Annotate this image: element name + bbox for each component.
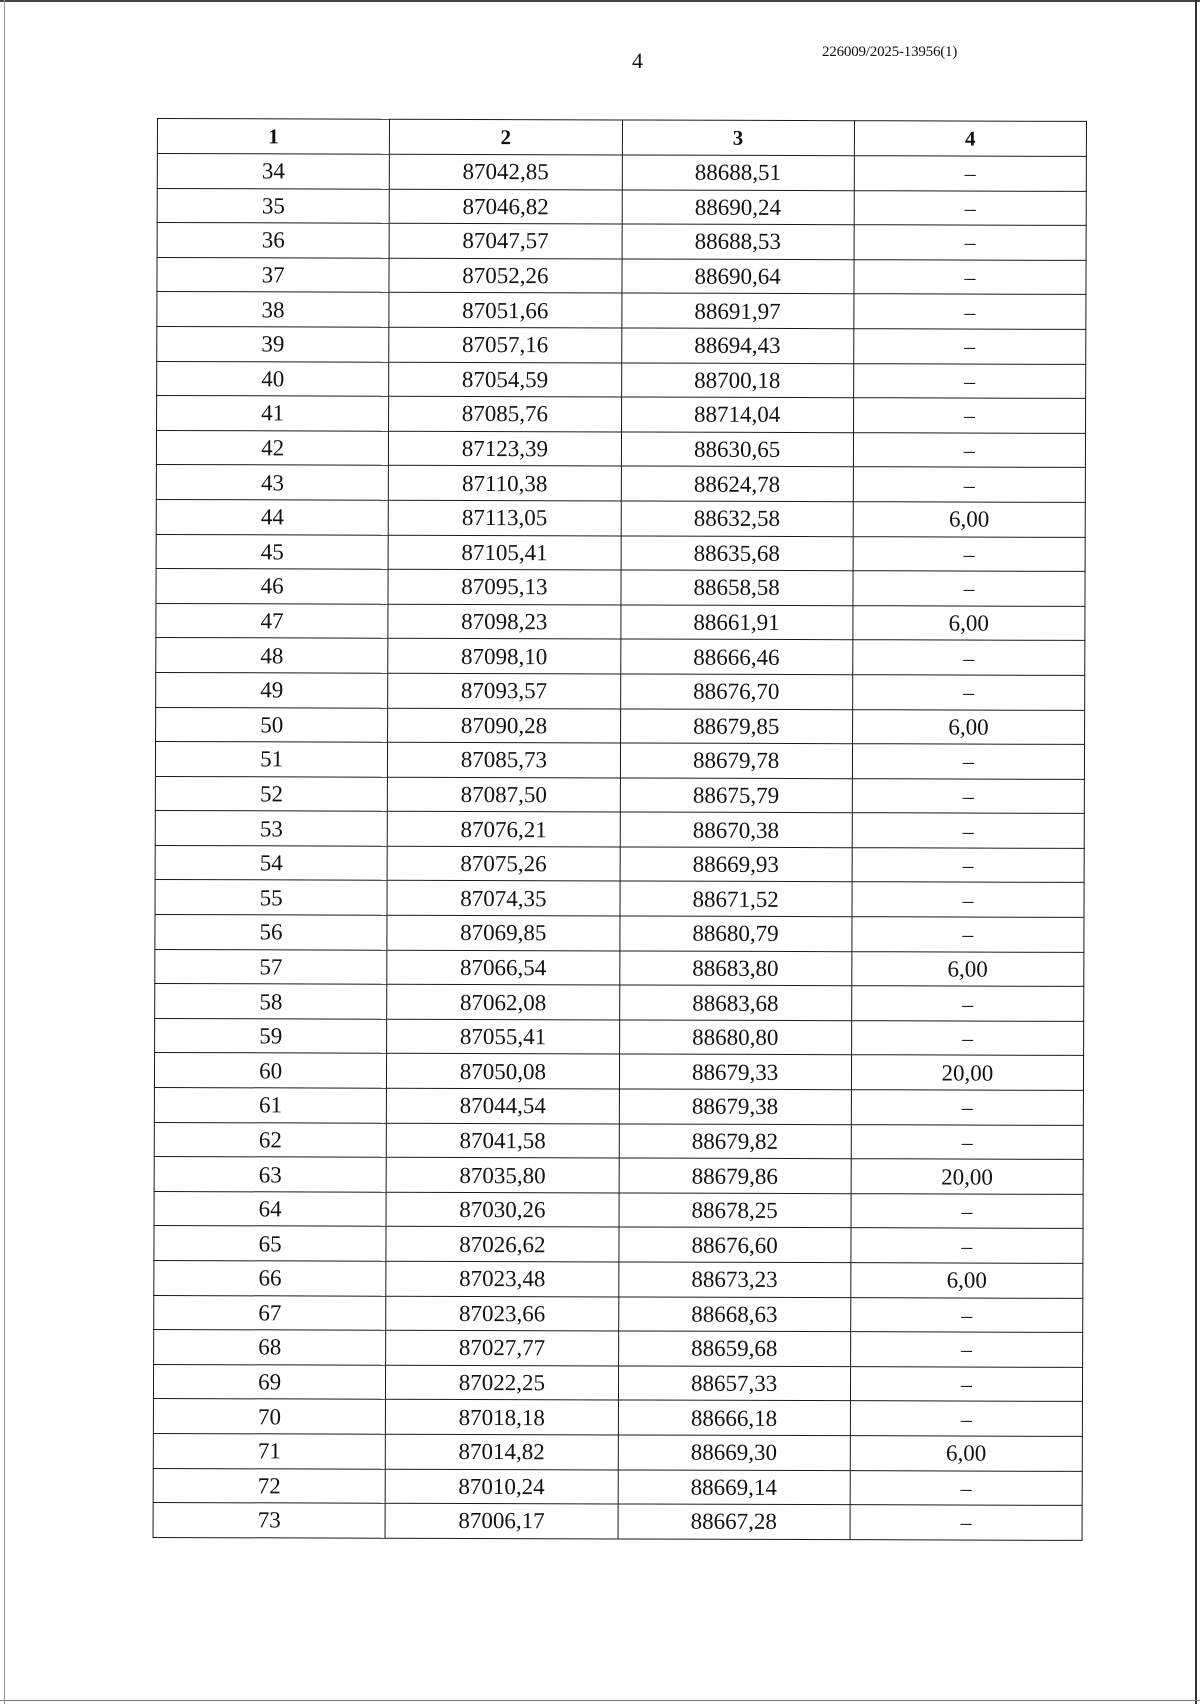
x-coordinate-cell: 87123,39 (389, 431, 621, 466)
point-number-cell: 39 (157, 326, 389, 361)
value-cell: – (853, 640, 1085, 675)
value-cell: – (854, 225, 1086, 260)
point-number-cell: 56 (155, 915, 387, 950)
page-number: 4 (632, 48, 643, 73)
y-coordinate-cell: 88669,14 (618, 1470, 850, 1505)
table-body (153, 154, 1086, 1541)
column-header-1: 1 (157, 119, 389, 155)
table-row (157, 326, 1086, 364)
x-coordinate-cell: 87055,41 (387, 1019, 619, 1054)
y-coordinate-cell: 88676,70 (620, 674, 852, 709)
x-coordinate-cell: 87046,82 (389, 189, 621, 224)
y-coordinate-cell: 88657,33 (618, 1366, 850, 1401)
value-cell: – (854, 156, 1086, 191)
x-coordinate-cell: 87027,77 (386, 1330, 618, 1365)
x-coordinate-cell: 87052,26 (389, 258, 621, 293)
table-row (153, 1399, 1082, 1437)
x-coordinate-cell: 87044,54 (387, 1088, 619, 1123)
table-row (155, 811, 1084, 849)
x-coordinate-cell: 87093,57 (388, 673, 620, 708)
point-number-cell: 40 (157, 361, 389, 396)
point-number-cell: 57 (155, 949, 387, 984)
y-coordinate-cell: 88673,23 (618, 1262, 850, 1297)
point-number-cell: 64 (154, 1191, 386, 1226)
coordinates-table-container (153, 118, 1087, 1541)
value-cell: 6,00 (850, 1436, 1082, 1471)
table-row (157, 257, 1086, 295)
y-coordinate-cell: 88670,38 (620, 812, 852, 847)
point-number-cell: 59 (155, 1018, 387, 1053)
y-coordinate-cell: 88700,18 (621, 363, 853, 398)
table-row (155, 845, 1084, 883)
y-coordinate-cell: 88679,82 (619, 1124, 851, 1159)
x-coordinate-cell: 87026,62 (386, 1227, 618, 1262)
y-coordinate-cell: 88675,79 (620, 778, 852, 813)
x-coordinate-cell: 87076,21 (387, 812, 619, 847)
x-coordinate-cell: 87075,26 (387, 846, 619, 881)
point-number-cell: 73 (153, 1503, 385, 1538)
value-cell: – (852, 744, 1084, 779)
point-number-cell: 42 (156, 430, 388, 465)
point-number-cell: 38 (157, 292, 389, 327)
value-cell: – (850, 1366, 1082, 1401)
point-number-cell: 44 (156, 499, 388, 534)
value-cell: 6,00 (853, 502, 1085, 537)
value-cell: 6,00 (851, 1263, 1083, 1298)
y-coordinate-cell: 88624,78 (621, 466, 853, 501)
table-row (154, 1053, 1083, 1091)
point-number-cell: 36 (157, 223, 389, 258)
x-coordinate-cell: 87022,25 (386, 1365, 618, 1400)
x-coordinate-cell: 87098,10 (388, 639, 620, 674)
x-coordinate-cell: 87066,54 (387, 950, 619, 985)
table-row (156, 638, 1085, 676)
y-coordinate-cell: 88688,51 (622, 155, 854, 190)
value-cell: 20,00 (851, 1159, 1083, 1194)
table-row (156, 603, 1085, 641)
value-cell: – (852, 882, 1084, 917)
x-coordinate-cell: 87069,85 (387, 915, 619, 950)
y-coordinate-cell: 88668,63 (618, 1297, 850, 1332)
point-number-cell: 35 (157, 188, 389, 223)
value-cell: – (852, 917, 1084, 952)
value-cell: – (853, 571, 1085, 606)
x-coordinate-cell: 87085,76 (389, 396, 621, 431)
value-cell: – (850, 1505, 1082, 1540)
y-coordinate-cell: 88666,46 (620, 639, 852, 674)
x-coordinate-cell: 87095,13 (388, 569, 620, 604)
y-coordinate-cell: 88667,28 (618, 1504, 850, 1539)
value-cell: 6,00 (852, 709, 1084, 744)
y-coordinate-cell: 88694,43 (621, 328, 853, 363)
y-coordinate-cell: 88683,80 (619, 951, 851, 986)
point-number-cell: 55 (155, 880, 387, 915)
point-number-cell: 46 (156, 569, 388, 604)
y-coordinate-cell: 88679,33 (619, 1054, 851, 1089)
table-row (155, 949, 1084, 987)
x-coordinate-cell: 87110,38 (389, 466, 621, 501)
point-number-cell: 67 (154, 1295, 386, 1330)
x-coordinate-cell: 87018,18 (386, 1400, 618, 1435)
point-number-cell: 51 (155, 742, 387, 777)
table-row (155, 915, 1084, 953)
table-row (154, 1122, 1083, 1160)
table-row (157, 396, 1086, 434)
value-cell: – (850, 1470, 1082, 1505)
point-number-cell: 45 (156, 534, 388, 569)
y-coordinate-cell: 88659,68 (618, 1331, 850, 1366)
value-cell: – (852, 848, 1084, 883)
table-row (153, 1364, 1082, 1402)
table-row (157, 361, 1086, 399)
table-row (156, 672, 1085, 710)
value-cell: – (854, 190, 1086, 225)
y-coordinate-cell: 88678,25 (619, 1193, 851, 1228)
value-cell: – (853, 467, 1085, 502)
value-cell: – (852, 813, 1084, 848)
table-row (154, 1157, 1083, 1195)
y-coordinate-cell: 88669,93 (620, 847, 852, 882)
x-coordinate-cell: 87098,23 (388, 604, 620, 639)
value-cell: – (852, 675, 1084, 710)
y-coordinate-cell: 88683,68 (619, 985, 851, 1020)
x-coordinate-cell: 87087,50 (388, 777, 620, 812)
x-coordinate-cell: 87041,58 (386, 1123, 618, 1158)
value-cell: – (854, 259, 1086, 294)
point-number-cell: 65 (154, 1226, 386, 1261)
table-row (157, 223, 1086, 261)
table-row (153, 1468, 1082, 1506)
point-number-cell: 62 (154, 1122, 386, 1157)
table-row (157, 292, 1086, 330)
y-coordinate-cell: 88666,18 (618, 1400, 850, 1435)
y-coordinate-cell: 88679,86 (619, 1158, 851, 1193)
table-row (155, 1018, 1084, 1056)
column-header-3: 3 (622, 120, 854, 156)
point-number-cell: 37 (157, 257, 389, 292)
y-coordinate-cell: 88680,80 (619, 1020, 851, 1055)
table-row (153, 1433, 1082, 1471)
column-header-2: 2 (390, 119, 622, 155)
table-row (156, 430, 1085, 468)
value-cell: – (854, 294, 1086, 329)
table-row (155, 880, 1084, 918)
value-cell: 6,00 (852, 951, 1084, 986)
table-row (156, 499, 1085, 537)
table-header-row (157, 119, 1086, 157)
point-number-cell: 50 (156, 707, 388, 742)
point-number-cell: 43 (156, 465, 388, 500)
x-coordinate-cell: 87050,08 (387, 1054, 619, 1089)
point-number-cell: 52 (155, 776, 387, 811)
value-cell: – (853, 536, 1085, 571)
y-coordinate-cell: 88635,68 (621, 535, 853, 570)
x-coordinate-cell: 87051,66 (389, 293, 621, 328)
x-coordinate-cell: 87030,26 (386, 1192, 618, 1227)
y-coordinate-cell: 88632,58 (621, 501, 853, 536)
value-cell: – (851, 1090, 1083, 1125)
coordinates-table (153, 118, 1087, 1541)
page-edge-top (0, 0, 1200, 2)
point-number-cell: 41 (157, 396, 389, 431)
value-cell: – (851, 1021, 1083, 1056)
table-row (154, 1088, 1083, 1126)
table-row (156, 534, 1085, 572)
point-number-cell: 47 (156, 603, 388, 638)
y-coordinate-cell: 88679,38 (619, 1089, 851, 1124)
table-row (156, 707, 1085, 745)
column-header-4: 4 (854, 121, 1086, 157)
value-cell: – (851, 1193, 1083, 1228)
x-coordinate-cell: 87105,41 (388, 535, 620, 570)
table-row (154, 1191, 1083, 1229)
point-number-cell: 53 (155, 811, 387, 846)
table-row (153, 1503, 1082, 1541)
table-row (155, 776, 1084, 814)
value-cell: 20,00 (851, 1055, 1083, 1090)
table-row (154, 1295, 1083, 1333)
y-coordinate-cell: 88690,64 (621, 259, 853, 294)
x-coordinate-cell: 87010,24 (385, 1469, 617, 1504)
table-row (156, 569, 1085, 607)
x-coordinate-cell: 87113,05 (388, 500, 620, 535)
y-coordinate-cell: 88690,24 (622, 190, 854, 225)
point-number-cell: 34 (157, 154, 389, 189)
page-edge-right (1195, 0, 1197, 1704)
value-cell: – (851, 1228, 1083, 1263)
value-cell: – (851, 1124, 1083, 1159)
document-id: 226009/2025-13956(1) (822, 44, 958, 60)
y-coordinate-cell: 88680,79 (619, 916, 851, 951)
x-coordinate-cell: 87042,85 (390, 154, 622, 189)
x-coordinate-cell: 87074,35 (387, 881, 619, 916)
y-coordinate-cell: 88679,85 (620, 708, 852, 743)
value-cell: – (853, 398, 1085, 433)
value-cell: – (852, 778, 1084, 813)
value-cell: – (850, 1332, 1082, 1367)
table-row (157, 154, 1086, 192)
table-row (156, 465, 1085, 503)
point-number-cell: 71 (153, 1433, 385, 1468)
x-coordinate-cell: 87090,28 (388, 708, 620, 743)
x-coordinate-cell: 87085,73 (388, 742, 620, 777)
value-cell: – (851, 986, 1083, 1021)
table-row (154, 1330, 1083, 1368)
y-coordinate-cell: 88669,30 (618, 1435, 850, 1470)
value-cell: – (850, 1297, 1082, 1332)
x-coordinate-cell: 87014,82 (386, 1434, 618, 1469)
x-coordinate-cell: 87047,57 (389, 223, 621, 258)
x-coordinate-cell: 87035,80 (386, 1157, 618, 1192)
table-row (157, 188, 1086, 226)
point-number-cell: 68 (154, 1330, 386, 1365)
page-edge-bottom (0, 1700, 1200, 1701)
x-coordinate-cell: 87006,17 (385, 1503, 617, 1538)
point-number-cell: 66 (154, 1260, 386, 1295)
x-coordinate-cell: 87023,48 (386, 1261, 618, 1296)
point-number-cell: 60 (154, 1053, 386, 1088)
y-coordinate-cell: 88658,58 (620, 570, 852, 605)
table-row (154, 1226, 1083, 1264)
x-coordinate-cell: 87057,16 (389, 327, 621, 362)
y-coordinate-cell: 88661,91 (620, 605, 852, 640)
value-cell: 6,00 (853, 605, 1085, 640)
x-coordinate-cell: 87023,66 (386, 1296, 618, 1331)
x-coordinate-cell: 87054,59 (389, 362, 621, 397)
y-coordinate-cell: 88688,53 (622, 224, 854, 259)
value-cell: – (850, 1401, 1082, 1436)
y-coordinate-cell: 88671,52 (619, 881, 851, 916)
point-number-cell: 49 (156, 672, 388, 707)
y-coordinate-cell: 88676,60 (618, 1227, 850, 1262)
point-number-cell: 48 (156, 638, 388, 673)
point-number-cell: 69 (153, 1364, 385, 1399)
value-cell: – (853, 363, 1085, 398)
y-coordinate-cell: 88691,97 (621, 293, 853, 328)
y-coordinate-cell: 88630,65 (621, 432, 853, 467)
x-coordinate-cell: 87062,08 (387, 984, 619, 1019)
y-coordinate-cell: 88679,78 (620, 743, 852, 778)
point-number-cell: 54 (155, 845, 387, 880)
table-row (155, 742, 1084, 780)
y-coordinate-cell: 88714,04 (621, 397, 853, 432)
page-edge-left (4, 0, 5, 1704)
table-row (154, 1260, 1083, 1298)
point-number-cell: 70 (153, 1399, 385, 1434)
point-number-cell: 72 (153, 1468, 385, 1503)
table-row (155, 984, 1084, 1022)
point-number-cell: 63 (154, 1157, 386, 1192)
point-number-cell: 61 (154, 1088, 386, 1123)
value-cell: – (853, 329, 1085, 364)
value-cell: – (853, 432, 1085, 467)
point-number-cell: 58 (155, 984, 387, 1019)
